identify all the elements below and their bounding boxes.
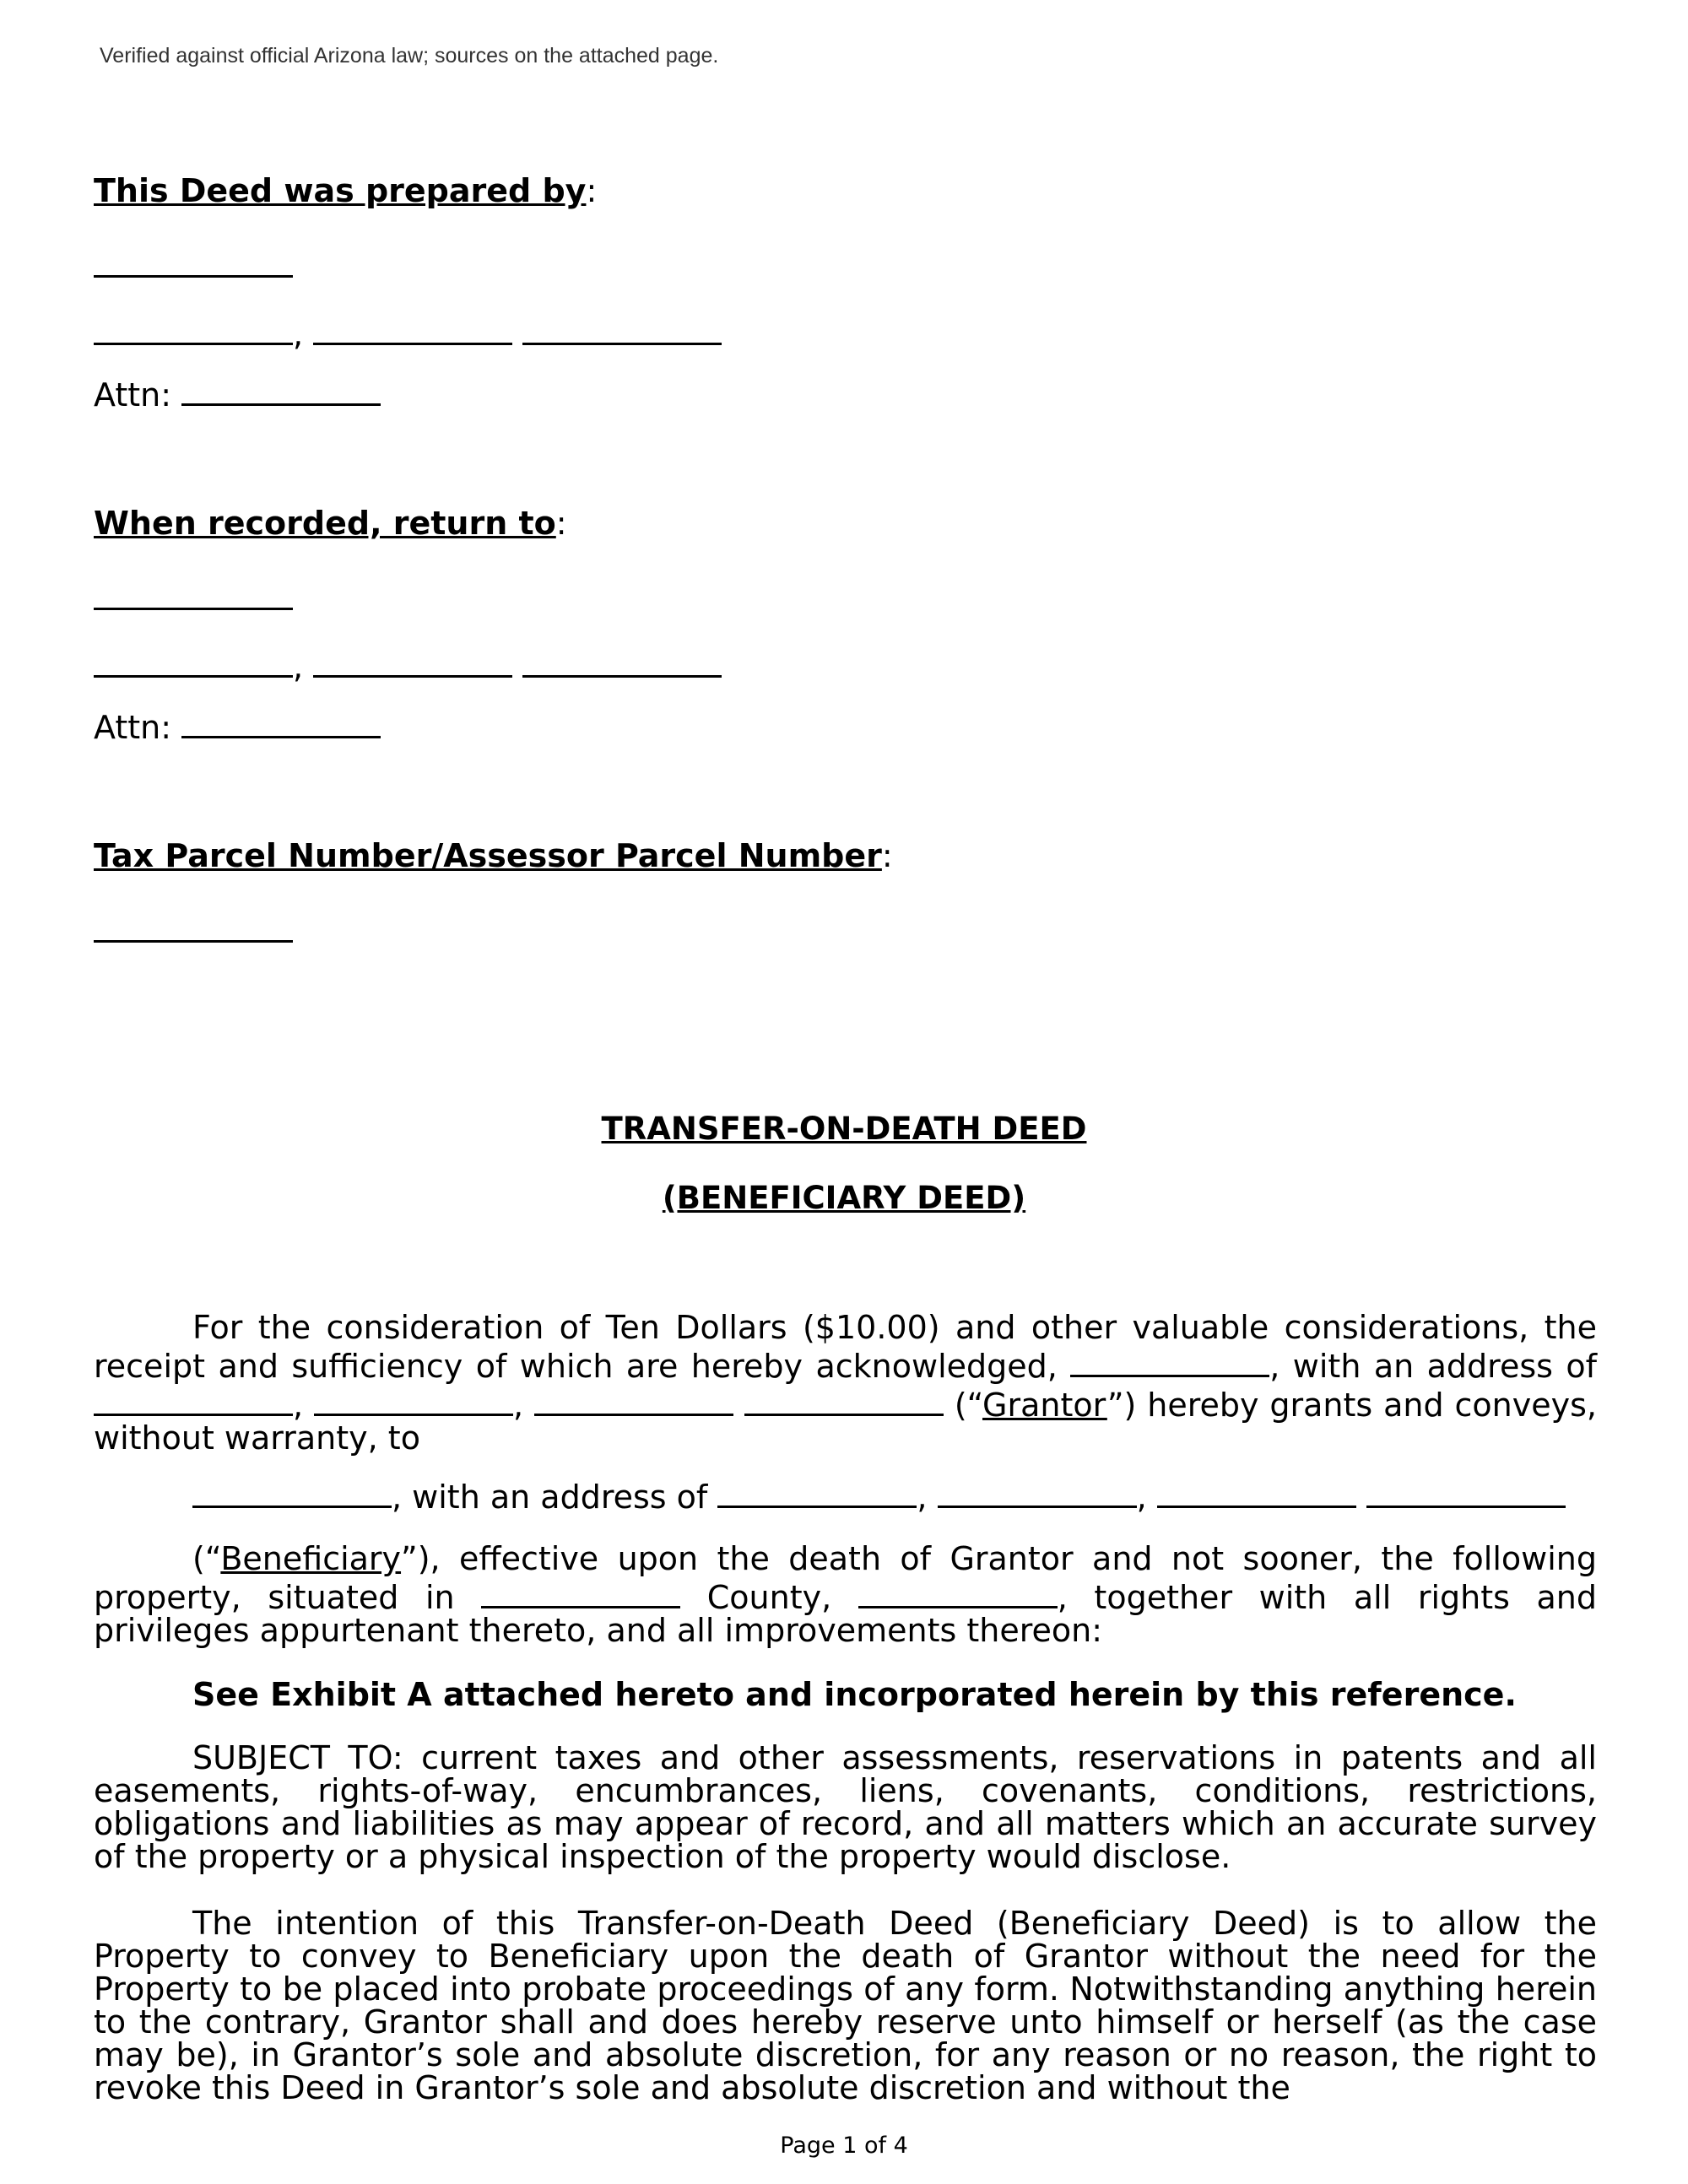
prepared-address-blanks: , [94, 312, 722, 353]
zip-blank[interactable] [522, 645, 722, 678]
beneficiary-street-blank[interactable] [717, 1475, 917, 1508]
beneficiary-city-blank[interactable] [938, 1475, 1137, 1508]
county-blank[interactable] [481, 1576, 680, 1608]
grantor-state-blank[interactable] [534, 1383, 733, 1416]
state-blank[interactable] [313, 645, 512, 678]
state-blank[interactable] [858, 1576, 1058, 1608]
parcel-number-blank[interactable] [94, 910, 293, 950]
deed-subtitle: (BENEFICIARY DEED) [662, 1180, 1026, 1216]
exhibit-reference: See Exhibit A attached hereto and incorporated herein by this reference. [192, 1676, 1517, 1713]
beneficiary-state-blank[interactable] [1157, 1475, 1356, 1508]
subject-to-paragraph: SUBJECT TO: current taxes and other assessments, reservations in patents and all easements, rights-of-way, encumbrances, liens, covenants, conditions, restrictions, obligations and liabilities as may appear of record, and all matters which an accurate survey of the property or a physical inspection of the property would disclose. [94, 1739, 1597, 1875]
grantor-name-blank[interactable] [1070, 1344, 1269, 1377]
prepared-name-blank[interactable] [94, 245, 293, 285]
blank-field[interactable] [94, 910, 293, 943]
grantor-city-blank[interactable] [314, 1383, 513, 1416]
blank-field[interactable] [94, 577, 293, 610]
deed-title: TRANSFER-ON-DEATH DEED [601, 1111, 1087, 1147]
page-number: Page 1 of 4 [780, 2133, 908, 2159]
grantor-street-blank[interactable] [94, 1383, 293, 1416]
recorded-address-blanks: , [94, 645, 722, 685]
grantor-zip-blank[interactable] [744, 1383, 944, 1416]
attn-blank[interactable] [181, 705, 381, 738]
recorded-name-blank[interactable] [94, 577, 293, 618]
beneficiary-address-line: , with an address of , , [192, 1475, 1566, 1516]
beneficiary-name-blank[interactable] [192, 1475, 392, 1508]
parcel-number-heading: Tax Parcel Number/Assessor Parcel Number: [94, 837, 893, 874]
intention-paragraph: The intention of this Transfer-on-Death Deed (Beneficiary Deed) is to allow the Property to convey to Beneficiary upon the death of Grantor without the need for the Property to be placed into probate proceedings of any form. Notwithstanding anything herein to the contrary, Grantor shall and does hereby reserve unto himself or herself (as the case may be), in Grantor’s sole and absolute discretion, for any reason or no reason, the right to revoke this Deed in Grantor’s sole and absolute discretion and without the [94, 1905, 1597, 2106]
prepared-by-heading: This Deed was prepared by: [94, 172, 598, 209]
attn-blank[interactable] [181, 373, 381, 406]
recorded-attn-line: Attn: [94, 705, 381, 746]
beneficiary-zip-blank[interactable] [1366, 1475, 1566, 1508]
zip-blank[interactable] [522, 312, 722, 345]
city-blank[interactable] [94, 312, 293, 345]
property-paragraph: (“Beneficiary”), effective upon the death of Grantor and not sooner, the following property, situated in County, , together with all rights and privileges appurtenant thereto, and all improvements thereon: [94, 1540, 1597, 1649]
prepared-attn-line: Attn: [94, 373, 381, 414]
state-blank[interactable] [313, 312, 512, 345]
consideration-paragraph: For the consideration of Ten Dollars ($10.00) and other valuable considerations, the receipt and sufficiency of which are hereby acknowledged, , with an address of , , (“Grantor”) hereby grants and conveys, without warranty, to [94, 1309, 1597, 1457]
city-blank[interactable] [94, 645, 293, 678]
recorded-return-heading: When recorded, return to: [94, 505, 567, 542]
blank-field[interactable] [94, 245, 293, 278]
verification-note: Verified against official Arizona law; sources on the attached page. [100, 44, 719, 68]
